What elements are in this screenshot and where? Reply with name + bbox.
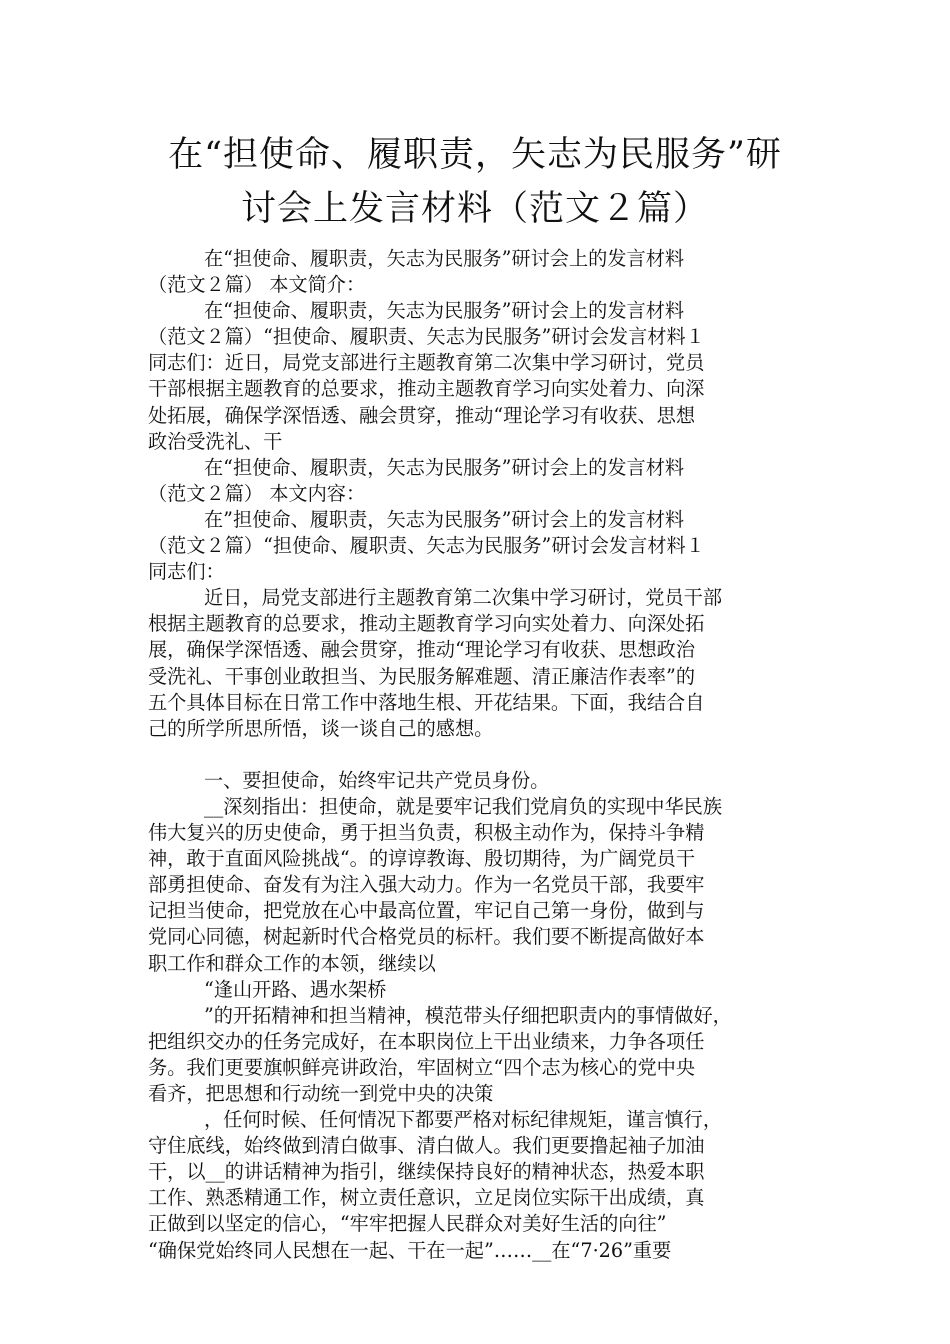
- section-1-line-15: 正做到以坚定的信心，“牢牢把握人民群众对美好生活的向往”: [148, 1212, 667, 1236]
- summary-text-line-6: 政治受洗礼、干: [148, 429, 283, 453]
- document-title: [120, 128, 830, 236]
- section-1-line-13: 干，以__的讲话精神为指引，继续保持良好的精神状态，热爱本职: [148, 1160, 705, 1184]
- paragraph-1-line-2: 根据主题教育的总要求，推动主题教育学习向实处着力、向深处拓: [148, 612, 705, 636]
- content-intro-line-2: （范文２篇）“担使命、履职责、矢志为民服务”研讨会发言材料１: [148, 534, 705, 558]
- section-1-line-1: __深刻指出：担使命，就是要牢记我们党肩负的实现中华民族: [204, 794, 723, 818]
- summary-text-line-4: 干部根据主题教育的总要求，推动主题教育学习向实处着力、向深: [148, 377, 705, 401]
- paragraph-1-line-5: 五个具体目标在日常工作中落地生根、开花结果。下面，我结合自: [148, 690, 705, 714]
- section-1-line-14: 工作、熟悉精通工作，树立责任意识，立足岗位实际干出成绩，真: [148, 1186, 705, 1210]
- section-1-line-7: 职工作和群众工作的本领，继续以: [148, 951, 436, 975]
- title-line-1: 在“担使命、履职责，矢志为民服务”研: [168, 135, 782, 175]
- summary-text-line-3: 同志们：近日，局党支部进行主题教育第二次集中学习研讨，党员: [148, 351, 705, 375]
- summary-text-line-1: 在“担使命、履职责，矢志为民服务”研讨会上的发言材料: [204, 299, 685, 323]
- summary-heading-line-2: （范文２篇） 本文简介：: [148, 273, 366, 297]
- document-body: [148, 246, 810, 1264]
- section-1-line-10: 看齐，把思想和行动统一到党中央的决策: [148, 1082, 494, 1105]
- section-1-line-6: 党同心同德，树起新时代合格党员的标杆。我们要不断提高做好本: [148, 925, 705, 949]
- section-1-line-8: 把组织交办的任务完成好，在本职岗位上干出业绩来，力争各项任: [148, 1029, 705, 1053]
- summary-text-line-2: （范文２篇）“担使命、履职责、矢志为民服务”研讨会发言材料１: [148, 325, 705, 349]
- paragraph-gap: [148, 742, 810, 768]
- content-heading-line-2: （范文２篇） 本文内容：: [148, 481, 366, 505]
- section-1-line-2: 伟大复兴的历史使命，勇于担当负责，积极主动作为，保持斗争精: [148, 821, 705, 845]
- quote-line-1: “逢山开路、遇水架桥: [204, 977, 387, 1001]
- paragraph-1-line-6: 己的所学所思所悟，谈一谈自己的感想。: [148, 716, 494, 740]
- paragraph-1-line-1: 近日，局党支部进行主题教育第二次集中学习研讨，党员干部: [204, 586, 723, 610]
- title-line-2: 讨会上发言材料（范文２篇）: [240, 189, 709, 229]
- summary-heading-line-1: 在“担使命、履职责，矢志为民服务”研讨会上的发言材料: [204, 247, 685, 270]
- quote-line-2: ”的开拓精神和担当精神，模范带头仔细把职责内的事情做好，: [204, 1003, 732, 1027]
- paragraph-1-line-3: 展，确保学深悟透、融会贯穿，推动“理论学习有收获、思想政治: [148, 638, 696, 662]
- section-1-line-11: ，任何时候、任何情况下都要严格对标纪律规矩，谨言慎行，: [204, 1108, 723, 1132]
- salutation-line: 同志们：: [148, 560, 225, 584]
- content-intro-line-1: 在”担使命、履职责，矢志为民服务”研讨会上的发言材料: [204, 507, 685, 531]
- section-1-line-16: “确保党始终同人民想在一起、干在一起”……__在“7·26”重要: [148, 1238, 672, 1262]
- section-1-line-4: 部勇担使命、奋发有为注入强大动力。作为一名党员干部，我要牢: [148, 873, 705, 897]
- section-1-line-9: 务。我们更要旗帜鲜亮讲政治，牢固树立“四个志为核心的党中央: [148, 1055, 696, 1079]
- summary-text-line-5: 处拓展，确保学深悟透、融会贯穿，推动“理论学习有收获、思想: [148, 403, 696, 427]
- section-1-line-12: 守住底线，始终做到清白做事、清白做人。我们更要撸起袖子加油: [148, 1134, 705, 1158]
- section-1-heading: 一、要担使命，始终牢记共产党员身份。: [204, 768, 550, 792]
- content-heading-line-1: 在“担使命、履职责，矢志为民服务”研讨会上的发言材料: [204, 455, 685, 479]
- paragraph-1-line-4: 受洗礼、干事创业敢担当、为民服务解难题、清正廉洁作表率”的: [148, 664, 696, 688]
- section-1-line-3: 神，敢于直面风险挑战“。的谆谆教诲、殷切期待，为广阔党员干: [148, 847, 696, 871]
- section-1-line-5: 记担当使命，把党放在心中最高位置，牢记自己第一身份，做到与: [148, 899, 705, 923]
